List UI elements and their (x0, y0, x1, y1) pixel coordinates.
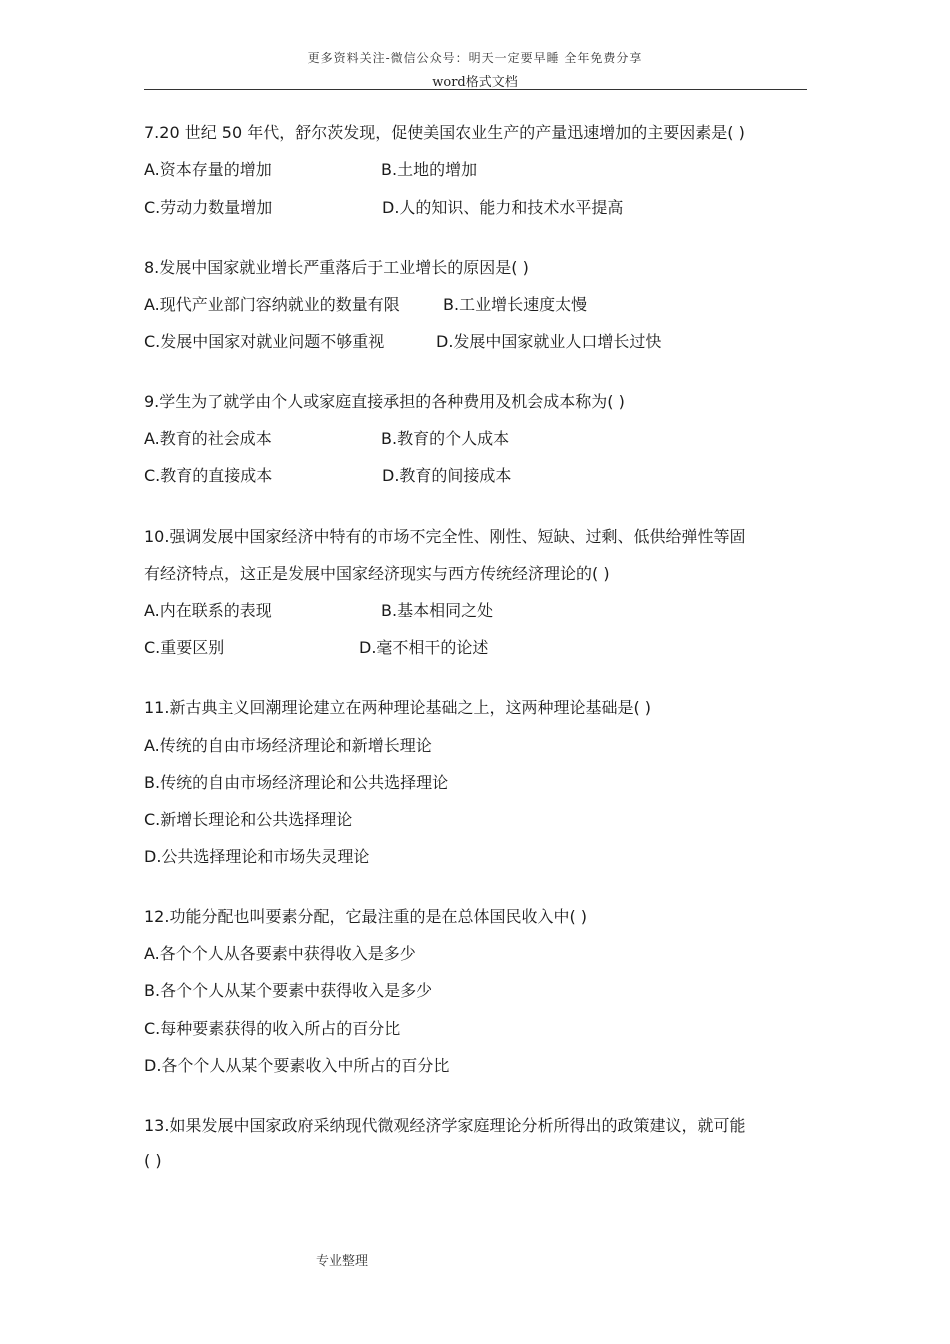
option-d: D.教育的间接成本 (382, 466, 512, 485)
question-stem-line-2: ( ) (144, 1151, 162, 1170)
option-a: A.现代产业部门容纳就业的数量有限 (144, 295, 400, 314)
option-d: D.公共选择理论和市场失灵理论 (144, 847, 370, 866)
option-d: D.发展中国家就业人口增长过快 (436, 332, 662, 351)
option-c: C.发展中国家对就业问题不够重视 (144, 332, 385, 351)
option-a: A.各个个人从各要素中获得收入是多少 (144, 944, 416, 963)
option-b: B.各个个人从某个要素中获得收入是多少 (144, 981, 433, 1000)
option-a: A.内在联系的表现 (144, 601, 272, 620)
option-c: C.新增长理论和公共选择理论 (144, 810, 353, 829)
question-stem: 8.发展中国家就业增长严重落后于工业增长的原因是( ) (144, 258, 529, 277)
option-d: D.各个个人从某个要素收入中所占的百分比 (144, 1056, 450, 1075)
question-stem: 7.20 世纪 50 年代，舒尔茨发现，促使美国农业生产的产量迅速增加的主要因素是( ) (144, 123, 745, 142)
option-b: B.传统的自由市场经济理论和公共选择理论 (144, 773, 449, 792)
option-d: D.毫不相干的论述 (359, 638, 489, 657)
question-stem-line-1: 13.如果发展中国家政府采纳现代微观经济学家庭理论分析所得出的政策建议，就可能 (144, 1116, 746, 1135)
question-stem: 12.功能分配也叫要素分配，它最注重的是在总体国民收入中( ) (144, 907, 588, 926)
question-stem: 11.新古典主义回潮理论建立在两种理论基础之上，这两种理论基础是( ) (144, 698, 652, 717)
option-a: A.教育的社会成本 (144, 429, 272, 448)
question-stem-line-2: 有经济特点，这正是发展中国家经济现实与西方传统经济理论的( ) (144, 564, 610, 583)
option-c: C.劳动力数量增加 (144, 198, 273, 217)
option-b: B.工业增长速度太慢 (443, 295, 588, 314)
question-stem-line-1: 10.强调发展中国家经济中特有的市场不完全性、刚性、短缺、过剩、低供给弹性等固 (144, 527, 746, 546)
option-b: B.土地的增加 (381, 160, 478, 179)
footer-text: 专业整理 (316, 1254, 369, 1269)
option-c: C.教育的直接成本 (144, 466, 273, 485)
option-c: C.重要区别 (144, 638, 225, 657)
option-c: C.每种要素获得的收入所占的百分比 (144, 1019, 401, 1038)
option-b: B.教育的个人成本 (381, 429, 510, 448)
question-stem: 9.学生为了就学由个人或家庭直接承担的各种费用及机会成本称为( ) (144, 392, 625, 411)
option-d: D.人的知识、能力和技术水平提高 (382, 198, 624, 217)
option-a: A.传统的自由市场经济理论和新增长理论 (144, 736, 432, 755)
option-a: A.资本存量的增加 (144, 160, 272, 179)
option-b: B.基本相同之处 (381, 601, 494, 620)
header-subtitle: word格式文档 (432, 75, 518, 90)
header-rule (144, 89, 807, 90)
header-note: 更多资料关注-微信公众号：明天一定要早睡 全年免费分享 (307, 51, 643, 65)
